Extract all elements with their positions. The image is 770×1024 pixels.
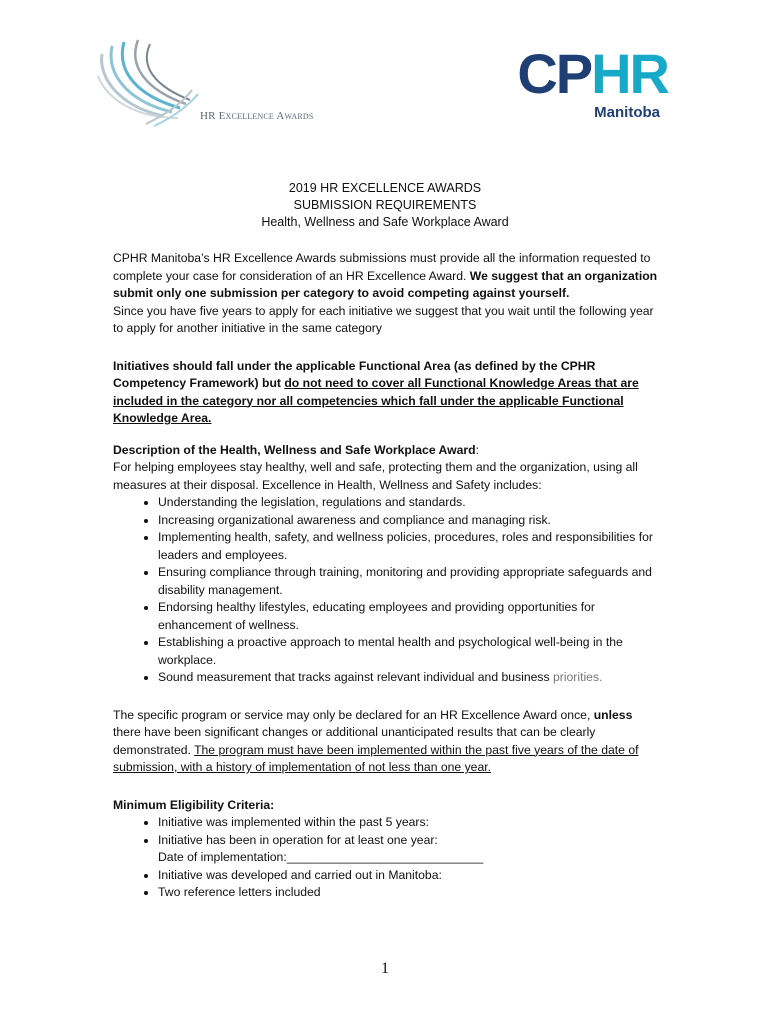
- intro-text-1: CPHR Manitoba’s HR Excellence Awards submissions must provide all the information requested to complete your case for consideration of an HR Excellence Award.: [113, 251, 651, 283]
- list-item: • Establishing a proactive approach to mental health and psychological well-being in the workplace.: [158, 634, 663, 669]
- laurel-swirl-icon: [94, 36, 214, 128]
- list-item: • Understanding the legislation, regulations and standards.: [158, 494, 663, 512]
- list-item: • Increasing organizational awareness and compliance and managing risk.: [158, 512, 663, 530]
- cphr-manitoba-logo: [500, 42, 668, 126]
- list-item: • Implementing health, safety, and wellness policies, procedures, roles and responsibilities for leaders and employees.: [158, 529, 663, 564]
- list-item: • Ensuring compliance through training, monitoring and providing appropriate safeguards and disability management.: [158, 564, 663, 599]
- description-heading-colon: :: [475, 442, 479, 457]
- eligibility-heading: [113, 797, 663, 815]
- eligibility-bullets: [113, 814, 663, 902]
- description-text: For helping employees stay healthy, well and safe, protecting them and the organization, using all measures at their disposal. Excellence in Health, Wellness and Safety includes:: [113, 460, 638, 492]
- last-bullet-gray-text: priorities.: [552, 670, 603, 684]
- description-heading: [113, 442, 663, 460]
- document-body: [113, 250, 663, 902]
- program-bold-text: unless: [593, 707, 633, 722]
- page-number: 1: [381, 960, 389, 977]
- list-item: • Endorsing healthy lifestyles, educating employees and providing opportunities for enhancement of wellness.: [158, 599, 663, 634]
- intro-followup: Since you have five years to apply for each initiative we suggest that you wait until the following year to apply for another initiative in the same category: [113, 303, 654, 335]
- program-paragraph: [113, 707, 663, 777]
- cphr-region: Manitoba: [594, 104, 660, 121]
- list-item: [158, 669, 663, 687]
- date-of-implementation-field: Date of implementation:_____________________________: [158, 850, 484, 864]
- functional-underline-text: do not need to cover all Functional Knowledge Areas that are included in the category nor all competencies which fall under the applicable Functional Knowledge Area.: [113, 376, 639, 425]
- list-item: • Initiative was developed and carried out in Manitoba:: [158, 867, 663, 885]
- cphr-wordmark-hr: HR: [591, 42, 668, 105]
- description-heading-text: Description of the Health, Wellness and Safe Workplace Award: [113, 442, 476, 457]
- last-bullet-text: Sound measurement that tracks against relevant individual and business: [158, 670, 553, 684]
- intro-bold-text: We suggest that an organization submit only one submission per category to avoid competing against yourself.: [113, 268, 658, 300]
- document-title: [0, 180, 770, 231]
- list-item: • Two reference letters included: [158, 884, 663, 902]
- cphr-wordmark: [500, 42, 668, 105]
- hr-excellence-awards-logo: [94, 36, 324, 128]
- cphr-wordmark-cp: CP: [517, 42, 592, 105]
- intro-paragraph: [113, 250, 663, 303]
- title-line-2: SUBMISSION REQUIREMENTS: [293, 198, 477, 212]
- program-underline-text: The program must have been implemented within the past five years of the date of submission, with a history of implementation of not less than one year.: [113, 742, 639, 774]
- list-item: • Initiative was implemented within the past 5 years:: [158, 814, 663, 832]
- functional-area-paragraph: [113, 358, 663, 428]
- list-item: [158, 832, 663, 867]
- eligibility-heading-text: Minimum Eligibility Criteria:: [113, 797, 275, 812]
- program-text-2: there have been significant changes or additional unanticipated results that can be clearly demonstrated.: [113, 725, 596, 757]
- eligibility-b2-line1: Initiative has been in operation for at least one year:: [158, 832, 438, 847]
- description-bullets: [113, 494, 663, 687]
- title-line-3: Health, Wellness and Safe Workplace Award: [261, 215, 509, 229]
- title-line-1: 2019 HR EXCELLENCE AWARDS: [288, 181, 482, 195]
- functional-bold-text: Initiatives should fall under the applicable Functional Area (as defined by the CPHR Competency Framework) but: [113, 358, 596, 390]
- program-text-1: The specific program or service may only be declared for an HR Excellence Award once,: [113, 707, 594, 722]
- hr-logo-text: HR Excellence Awards: [200, 110, 314, 122]
